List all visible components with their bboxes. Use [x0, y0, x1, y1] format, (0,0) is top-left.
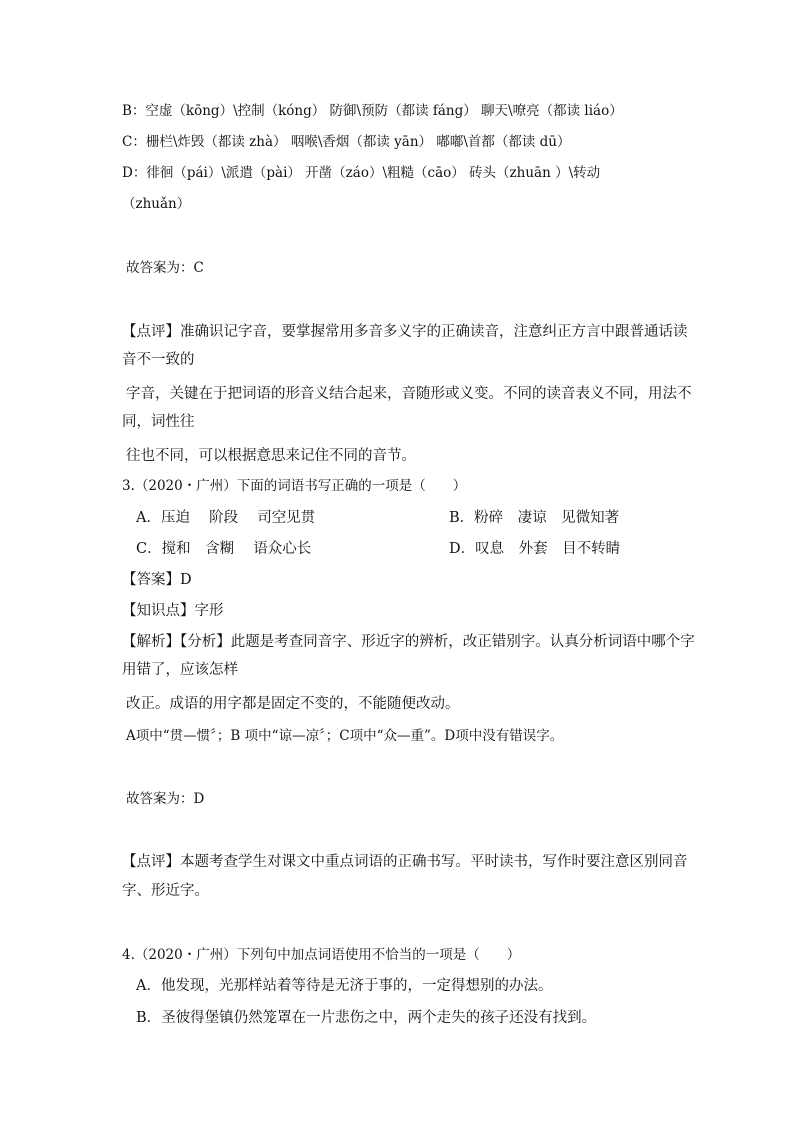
- q3-analysis-line2: 用错了，应该怎样: [122, 662, 238, 678]
- q3-analysis-line4: A项中“贯—惯〞；B 项中“谅—凉〞；C项中“众—重”。D项中没有错误字。: [126, 728, 564, 744]
- q2-option-d-line2: （zhuǎn）: [122, 196, 191, 212]
- q4-option-a: A．他发现，光那样站着等待是无济于事的，一定得想别的办法。: [136, 978, 553, 994]
- q2-option-b: B：空虚（kōng）\控制（kóng） 防御\预防（都读 fáng） 聊天\嘹亮（都读 liáo）: [122, 103, 623, 119]
- q3-knowledge-point: 【知识点】字形: [122, 603, 224, 619]
- q3-answer-line: 故答案为：D: [126, 791, 205, 807]
- q2-option-d-line1: D：徘徊（pái）\派遣（pài） 开凿（záo）\粗糙（cāo） 砖头（zhuān ）\转动: [122, 165, 601, 181]
- q3-comment-line2: 字、形近字。: [122, 883, 209, 899]
- q3-stem: 3.（2020・广州）下面的词语书写正确的一项是（ ）: [122, 478, 467, 494]
- q2-comment-line5: 往也不同，可以根据意思来记住不同的音节。: [126, 448, 416, 464]
- q3-analysis-line1: 【解析】【分析】此题是考查同音字、形近字的辨析，改正错别字。认真分析词语中哪个字: [122, 634, 695, 650]
- q2-option-c: C：栅栏\炸毁（都读 zhà） 咽喉\香烟（都读 yān） 嘟嘟\首都（都读 dū）: [122, 134, 571, 150]
- q3-option-c: C．搅和 含糊 语众心长: [136, 541, 312, 557]
- q2-comment-line4: 同，词性往: [122, 414, 195, 430]
- q3-option-a: A．压迫 阶段 司空见贯: [136, 510, 316, 526]
- q2-comment-line1: 【点评】准确识记字音，要掌握常用多音多义字的正确读音，注意纠正方言中跟普通话读: [122, 324, 688, 340]
- q4-option-b: B．圣彼得堡镇仍然笼罩在一片悲伤之中，两个走失的孩子还没有找到。: [136, 1010, 597, 1026]
- q2-answer-line: 故答案为：C: [126, 260, 204, 276]
- q3-option-b: B．粉碎 凄谅 见微知著: [449, 510, 620, 526]
- q2-comment-line2: 音不一致的: [122, 352, 195, 368]
- q3-comment-line1: 【点评】本题考查学生对课文中重点词语的正确书写。平时读书，写作时要注意区别同音: [122, 854, 688, 870]
- q3-analysis-line3: 改正。成语的用字都是固定不变的，不能随便改动。: [126, 696, 460, 712]
- q3-option-d: D．叹息 外套 目不转睛: [449, 541, 621, 557]
- q3-answer: 【答案】D: [122, 572, 192, 588]
- q4-stem: 4.（2020・广州）下列句中加点词语使用不恰当的一项是（ ）: [122, 947, 521, 963]
- q2-comment-line3: 字音，关键在于把词语的形音义结合起来，音随形或义变。不同的读音表义不同，用法不: [126, 386, 692, 402]
